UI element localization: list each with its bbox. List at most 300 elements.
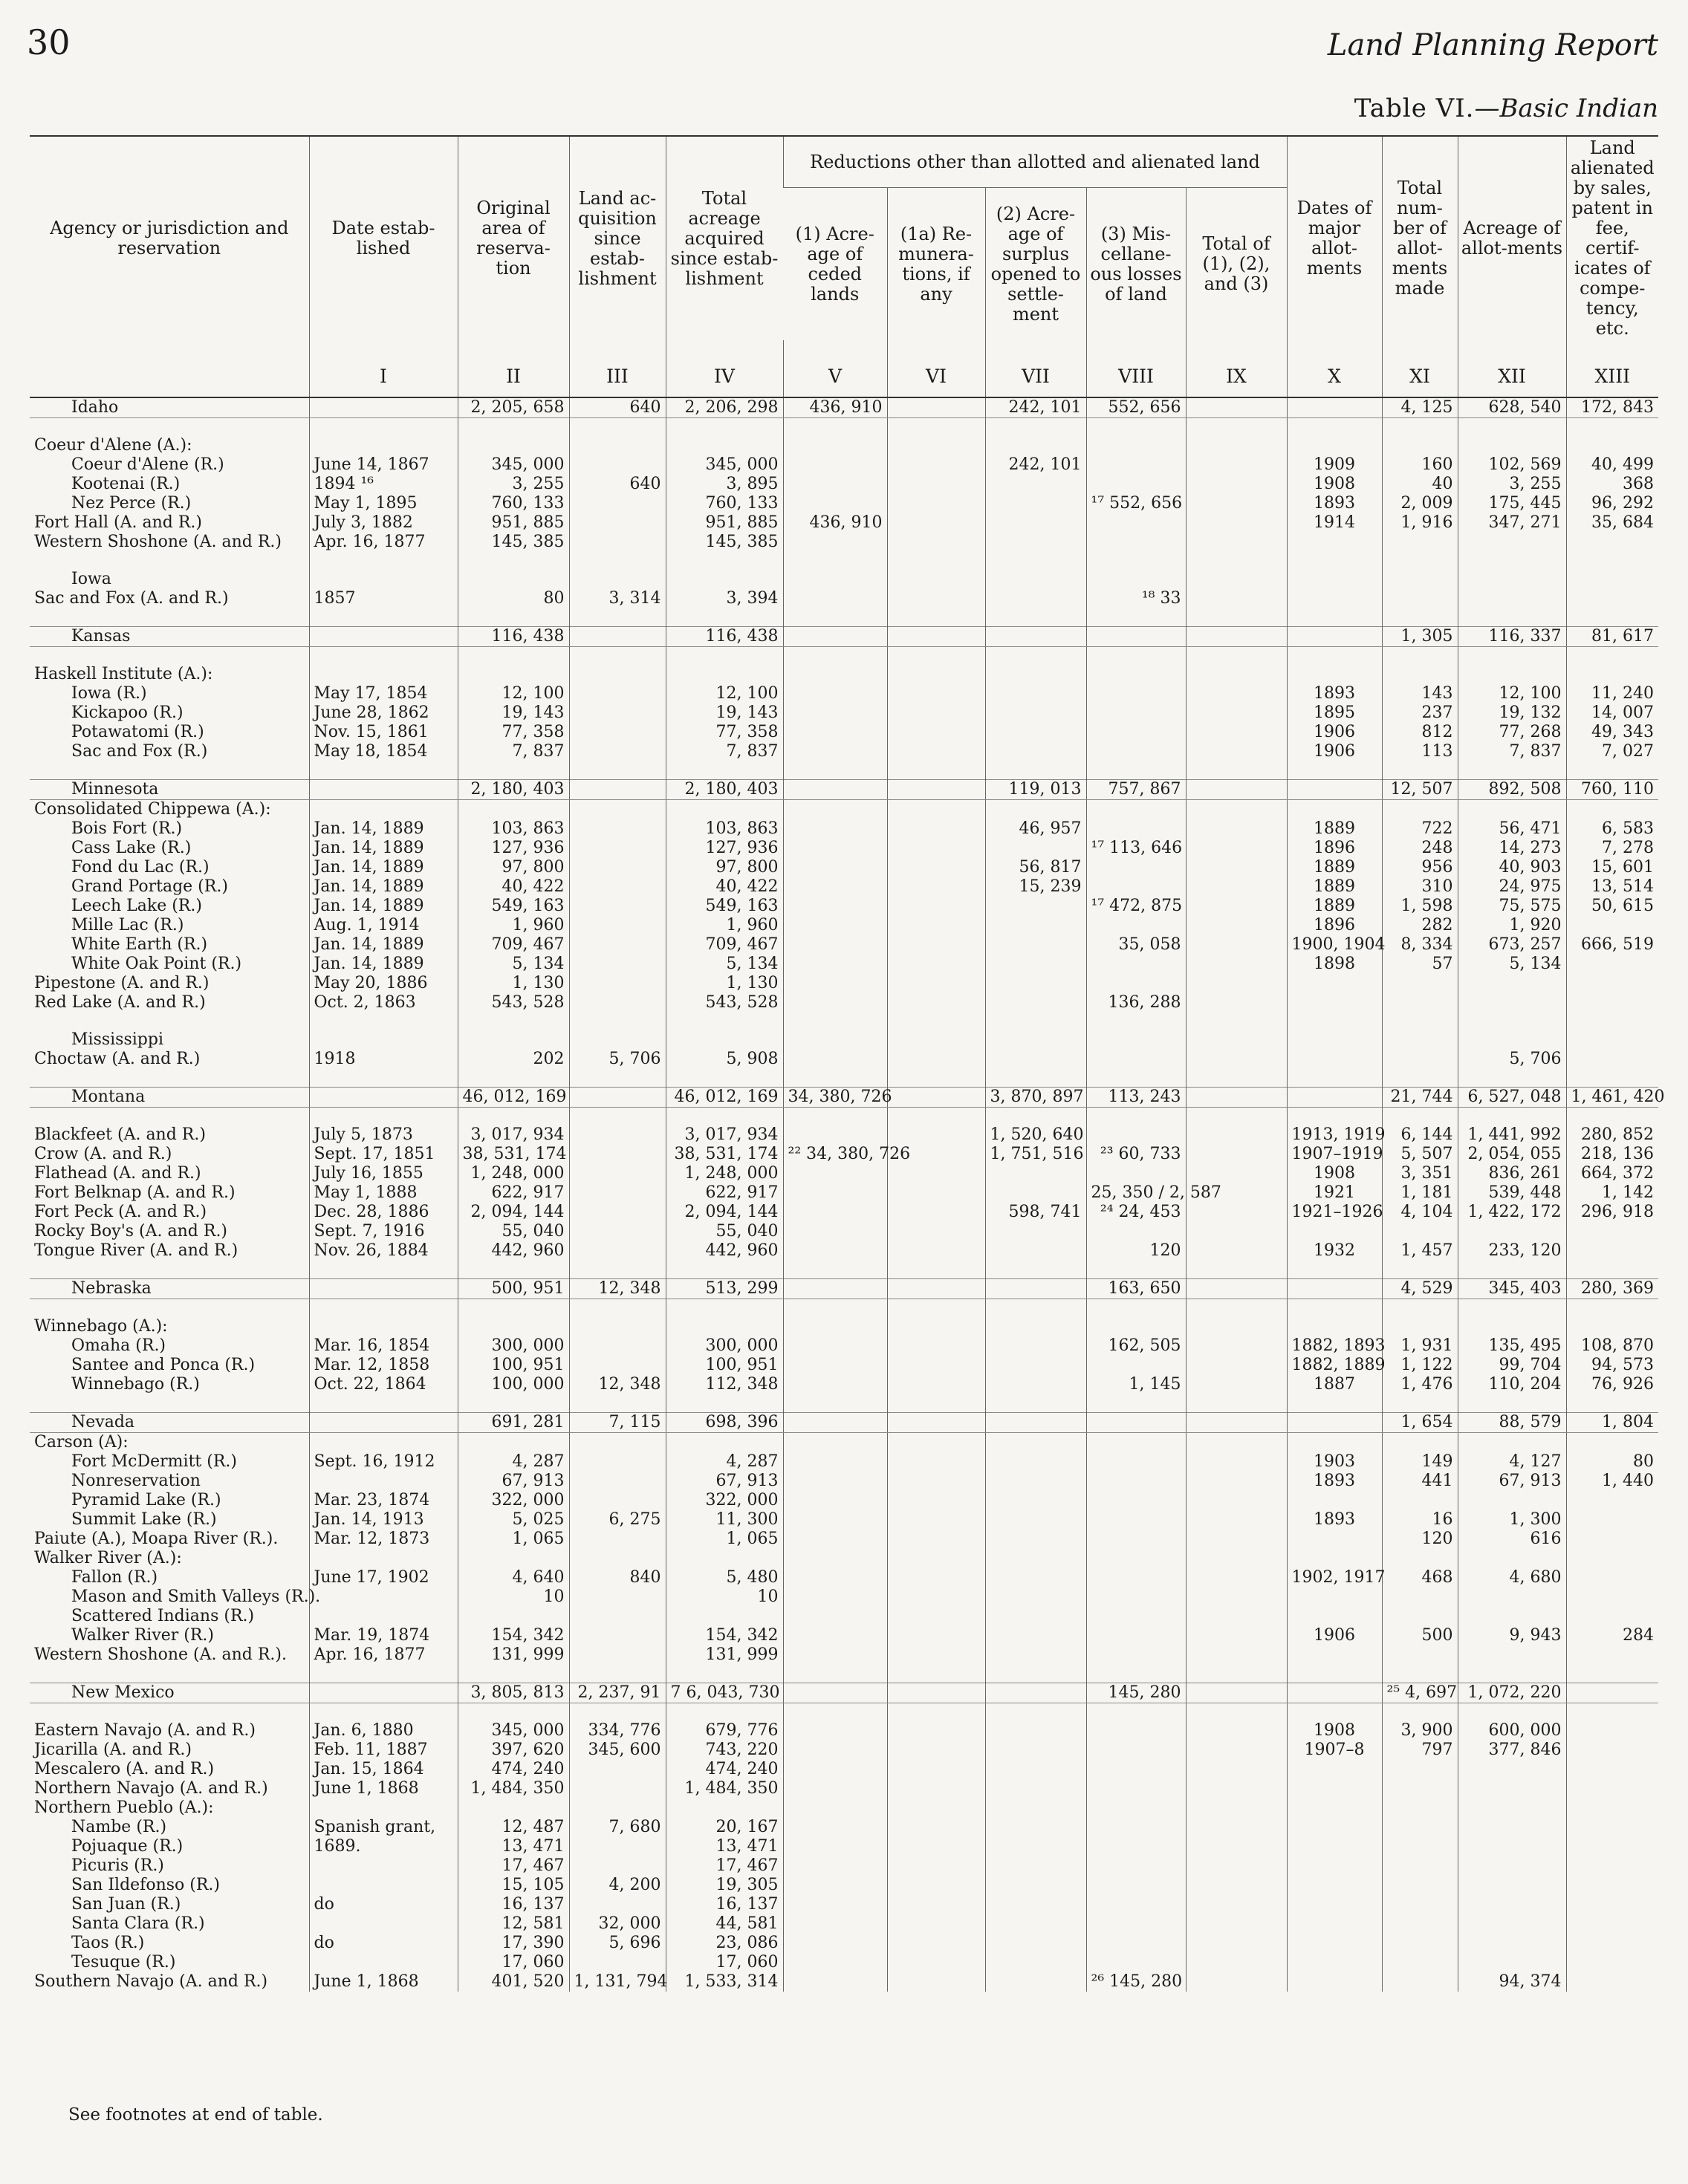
cell-col-8 bbox=[1086, 723, 1186, 742]
spacer-cell bbox=[1287, 1665, 1382, 1683]
cell-col-4 bbox=[666, 436, 783, 455]
cell-col-5 bbox=[783, 800, 887, 820]
cell-col-8: 120 bbox=[1086, 1241, 1186, 1261]
cell-col-9 bbox=[1186, 974, 1287, 993]
cell-col-12: 4, 127 bbox=[1458, 1452, 1566, 1472]
cell-col-13: 280, 852 bbox=[1566, 1125, 1658, 1145]
cell-col-5 bbox=[783, 684, 887, 703]
cell-col-6 bbox=[887, 1895, 985, 1914]
cell-col-5 bbox=[783, 436, 887, 455]
cell-col-9 bbox=[1186, 897, 1287, 916]
cell-col-8: 145, 280 bbox=[1086, 1683, 1186, 1703]
cell-col-12 bbox=[1458, 1856, 1566, 1876]
agency-name: Tesuque (R.) bbox=[71, 1953, 176, 1972]
cell-col-7 bbox=[985, 1530, 1086, 1549]
cell-col-6 bbox=[887, 1837, 985, 1856]
spacer-cell bbox=[30, 761, 309, 780]
spacer-cell bbox=[1382, 1703, 1458, 1722]
cell-col-2: 345, 000 bbox=[458, 455, 569, 475]
cell-col-7 bbox=[985, 1510, 1086, 1530]
cell-col-6 bbox=[887, 780, 985, 800]
cell-col-2: 5, 134 bbox=[458, 955, 569, 974]
cell-col-5 bbox=[783, 475, 887, 494]
cell-col-13 bbox=[1566, 1491, 1658, 1510]
cell-col-12 bbox=[1458, 993, 1566, 1013]
spacer-cell bbox=[666, 1261, 783, 1279]
cell-col-11 bbox=[1382, 1030, 1458, 1050]
cell-col-8 bbox=[1086, 1530, 1186, 1549]
cell-col-1: 1857 bbox=[309, 589, 458, 608]
cell-col-7 bbox=[985, 1164, 1086, 1183]
cell-col-10 bbox=[1287, 974, 1382, 993]
cell-col-13: 760, 110 bbox=[1566, 780, 1658, 800]
cell-col-12 bbox=[1458, 1895, 1566, 1914]
cell-col-12: 135, 495 bbox=[1458, 1336, 1566, 1356]
state-row bbox=[30, 397, 1658, 418]
cell-col-3: 7, 115 bbox=[569, 1413, 666, 1433]
cell-col-7: 598, 741 bbox=[985, 1203, 1086, 1222]
cell-col-2 bbox=[458, 1317, 569, 1336]
cell-col-1: Oct. 2, 1863 bbox=[309, 993, 458, 1013]
spacer-cell bbox=[1382, 761, 1458, 780]
spacer-cell bbox=[309, 761, 458, 780]
cell-col-11: 248 bbox=[1382, 839, 1458, 858]
cell-col-13 bbox=[1566, 1607, 1658, 1626]
cell-col-8 bbox=[1086, 1030, 1186, 1050]
cell-col-4: 709, 467 bbox=[666, 935, 783, 955]
cell-col-5 bbox=[783, 570, 887, 589]
cell-col-10: 1889 bbox=[1287, 819, 1382, 839]
cell-col-4: 4, 287 bbox=[666, 1452, 783, 1472]
cell-col-12: 1, 300 bbox=[1458, 1510, 1566, 1530]
cell-col-13: 14, 007 bbox=[1566, 703, 1658, 723]
cell-col-7 bbox=[985, 533, 1086, 552]
cell-col-2: 12, 487 bbox=[458, 1818, 569, 1837]
table-row bbox=[30, 1241, 1658, 1261]
cell-col-2: 100, 000 bbox=[458, 1375, 569, 1394]
cell-col-2: 127, 936 bbox=[458, 839, 569, 858]
cell-col-13: 13, 514 bbox=[1566, 877, 1658, 897]
cell-col-4: 103, 863 bbox=[666, 819, 783, 839]
cell-col-2: 103, 863 bbox=[458, 819, 569, 839]
cell-col-6 bbox=[887, 1645, 985, 1665]
spacer-cell bbox=[666, 761, 783, 780]
cell-col-10 bbox=[1287, 436, 1382, 455]
cell-col-1 bbox=[309, 1088, 458, 1108]
cell-col-12 bbox=[1458, 1317, 1566, 1336]
cell-col-13 bbox=[1566, 1856, 1658, 1876]
cell-col-3: 12, 348 bbox=[569, 1375, 666, 1394]
cell-col-4: 16, 137 bbox=[666, 1895, 783, 1914]
cell-col-3 bbox=[569, 1491, 666, 1510]
cell-col-8: ¹⁷ 552, 656 bbox=[1086, 494, 1186, 513]
cell-col-12: 12, 100 bbox=[1458, 684, 1566, 703]
cell-col-10 bbox=[1287, 1953, 1382, 1972]
cell-col-13 bbox=[1566, 1953, 1658, 1972]
agency-name: Coeur d'Alene (R.) bbox=[71, 455, 224, 474]
cell-col-6 bbox=[887, 1856, 985, 1876]
cell-col-7 bbox=[985, 1568, 1086, 1587]
cell-col-11: 57 bbox=[1382, 955, 1458, 974]
cell-col-1: June 17, 1902 bbox=[309, 1568, 458, 1587]
agency-name: Jicarilla (A. and R.) bbox=[34, 1741, 192, 1759]
cell-col-10: 1889 bbox=[1287, 877, 1382, 897]
cell-col-6 bbox=[887, 877, 985, 897]
cell-col-8 bbox=[1086, 1222, 1186, 1241]
cell-col-3 bbox=[569, 1336, 666, 1356]
cell-col-4: 760, 133 bbox=[666, 494, 783, 513]
cell-col-12: 347, 271 bbox=[1458, 513, 1566, 533]
cell-col-11: ²⁵ 4, 697 bbox=[1382, 1683, 1458, 1703]
table-row bbox=[30, 1472, 1658, 1491]
spacer-cell bbox=[1566, 1394, 1658, 1413]
cell-col-2 bbox=[458, 800, 569, 820]
spacer-cell bbox=[985, 1013, 1086, 1030]
cell-col-9 bbox=[1186, 494, 1287, 513]
footnote: See footnotes at end of table. bbox=[68, 2105, 323, 2125]
cell-col-9 bbox=[1186, 1568, 1287, 1587]
table-row bbox=[30, 1721, 1658, 1741]
cell-col-5 bbox=[783, 665, 887, 684]
cell-col-3: 32, 000 bbox=[569, 1914, 666, 1934]
cell-col-5 bbox=[783, 1510, 887, 1530]
cell-col-8 bbox=[1086, 1125, 1186, 1145]
cell-col-13 bbox=[1566, 1549, 1658, 1568]
spacer-cell bbox=[569, 418, 666, 437]
cell-col-12: 56, 471 bbox=[1458, 819, 1566, 839]
cell-col-7 bbox=[985, 1030, 1086, 1050]
table-row bbox=[30, 1145, 1658, 1164]
agency-name: Fort Peck (A. and R.) bbox=[34, 1203, 207, 1221]
cell-col-6 bbox=[887, 684, 985, 703]
agency-name: Picuris (R.) bbox=[71, 1856, 164, 1875]
cell-col-6 bbox=[887, 1183, 985, 1203]
cell-col-1: Jan. 14, 1889 bbox=[309, 935, 458, 955]
cell-col-2: 709, 467 bbox=[458, 935, 569, 955]
cell-col-1 bbox=[309, 780, 458, 800]
cell-col-2: 322, 000 bbox=[458, 1491, 569, 1510]
spacer-cell bbox=[1382, 1394, 1458, 1413]
cell-col-4 bbox=[666, 800, 783, 820]
cell-col-7: 242, 101 bbox=[985, 397, 1086, 418]
cell-col-1: Nov. 15, 1861 bbox=[309, 723, 458, 742]
cell-col-8 bbox=[1086, 1452, 1186, 1472]
cell-col-12 bbox=[1458, 1587, 1566, 1607]
spacer-cell bbox=[458, 1703, 569, 1722]
cell-col-6 bbox=[887, 1472, 985, 1491]
cell-col-13 bbox=[1566, 1433, 1658, 1453]
cell-col-13 bbox=[1566, 1587, 1658, 1607]
cell-col-13: 80 bbox=[1566, 1452, 1658, 1472]
spacer-cell bbox=[1382, 1261, 1458, 1279]
table-row bbox=[30, 916, 1658, 935]
cell-col-8 bbox=[1086, 1413, 1186, 1433]
cell-col-4 bbox=[666, 1798, 783, 1818]
cell-col-6 bbox=[887, 935, 985, 955]
table-row bbox=[30, 589, 1658, 608]
cell-col-8 bbox=[1086, 800, 1186, 820]
cell-col-8 bbox=[1086, 1953, 1186, 1972]
cell-col-4: 11, 300 bbox=[666, 1510, 783, 1530]
cell-col-8 bbox=[1086, 1607, 1186, 1626]
cell-col-12: 377, 846 bbox=[1458, 1741, 1566, 1760]
cell-col-5 bbox=[783, 1279, 887, 1299]
cell-col-5 bbox=[783, 1972, 887, 1992]
cell-col-11: 722 bbox=[1382, 819, 1458, 839]
cell-col-11 bbox=[1382, 533, 1458, 552]
cell-col-3 bbox=[569, 1779, 666, 1798]
cell-col-7: 3, 870, 897 bbox=[985, 1088, 1086, 1108]
cell-col-5 bbox=[783, 1914, 887, 1934]
cell-col-8 bbox=[1086, 1760, 1186, 1779]
cell-col-3 bbox=[569, 819, 666, 839]
cell-col-11: 468 bbox=[1382, 1568, 1458, 1587]
spacer-row bbox=[30, 1069, 1658, 1088]
spacer-row bbox=[30, 1703, 1658, 1722]
cell-col-2: 19, 143 bbox=[458, 703, 569, 723]
cell-col-10 bbox=[1287, 1587, 1382, 1607]
spacer-cell bbox=[569, 647, 666, 666]
cell-col-4: 154, 342 bbox=[666, 1626, 783, 1645]
agency-name: Fort McDermitt (R.) bbox=[71, 1452, 237, 1471]
spacer-cell bbox=[30, 1703, 309, 1722]
table-row bbox=[30, 742, 1658, 761]
spacer-cell bbox=[666, 1013, 783, 1030]
cell-col-11: 3, 351 bbox=[1382, 1164, 1458, 1183]
cell-col-5 bbox=[783, 1683, 887, 1703]
cell-col-10: 1907–8 bbox=[1287, 1741, 1382, 1760]
cell-col-10 bbox=[1287, 589, 1382, 608]
cell-col-3 bbox=[569, 665, 666, 684]
cell-col-8 bbox=[1086, 1798, 1186, 1818]
cell-col-1: May 17, 1854 bbox=[309, 684, 458, 703]
cell-col-13 bbox=[1566, 1798, 1658, 1818]
cell-col-7 bbox=[985, 1452, 1086, 1472]
cell-col-1: Jan. 14, 1889 bbox=[309, 897, 458, 916]
cell-col-7 bbox=[985, 1741, 1086, 1760]
cell-col-12: 7, 837 bbox=[1458, 742, 1566, 761]
cell-col-6 bbox=[887, 570, 985, 589]
cell-col-8: ¹⁸ 33 bbox=[1086, 589, 1186, 608]
cell-col-9 bbox=[1186, 475, 1287, 494]
cell-col-3: 640 bbox=[569, 397, 666, 418]
agency-name: Rocky Boy's (A. and R.) bbox=[34, 1222, 228, 1241]
cell-col-8 bbox=[1086, 1587, 1186, 1607]
cell-col-7: 242, 101 bbox=[985, 455, 1086, 475]
cell-col-13 bbox=[1566, 1222, 1658, 1241]
cell-col-7 bbox=[985, 589, 1086, 608]
agency-name: Iowa bbox=[71, 570, 111, 588]
cell-col-6 bbox=[887, 1433, 985, 1453]
cell-col-5 bbox=[783, 742, 887, 761]
agency-name: Fallon (R.) bbox=[71, 1568, 158, 1587]
cell-col-8 bbox=[1086, 1356, 1186, 1375]
table-row bbox=[30, 1491, 1658, 1510]
cell-col-10: 1882, 1893 bbox=[1287, 1336, 1382, 1356]
cell-col-8 bbox=[1086, 955, 1186, 974]
cell-col-3: 5, 696 bbox=[569, 1934, 666, 1953]
cell-col-9 bbox=[1186, 858, 1287, 877]
cell-col-7 bbox=[985, 1587, 1086, 1607]
cell-col-8 bbox=[1086, 1818, 1186, 1837]
cell-col-11: 120 bbox=[1382, 1530, 1458, 1549]
cell-col-11: 1, 916 bbox=[1382, 513, 1458, 533]
cell-col-5 bbox=[783, 703, 887, 723]
cell-col-13: 35, 684 bbox=[1566, 513, 1658, 533]
cell-col-13: 50, 615 bbox=[1566, 897, 1658, 916]
cell-col-5 bbox=[783, 1336, 887, 1356]
state-row bbox=[30, 1413, 1658, 1433]
cell-col-7 bbox=[985, 955, 1086, 974]
cell-col-12 bbox=[1458, 1876, 1566, 1895]
cell-col-3: 5, 706 bbox=[569, 1050, 666, 1069]
cell-col-5 bbox=[783, 627, 887, 647]
cell-col-7 bbox=[985, 1798, 1086, 1818]
agency-name: Grand Portage (R.) bbox=[71, 877, 228, 896]
header-surplus: (2) Acre-age of surplus opened to settle-ment bbox=[985, 188, 1086, 340]
cell-col-7 bbox=[985, 475, 1086, 494]
spacer-cell bbox=[30, 608, 309, 627]
cell-col-11: 143 bbox=[1382, 684, 1458, 703]
spacer-cell bbox=[887, 1069, 985, 1088]
cell-col-7 bbox=[985, 1356, 1086, 1375]
cell-col-3 bbox=[569, 1607, 666, 1626]
cell-col-1: Mar. 12, 1858 bbox=[309, 1356, 458, 1375]
agency-name: Walker River (A.): bbox=[34, 1549, 182, 1567]
cell-col-11 bbox=[1382, 993, 1458, 1013]
cell-col-2: 131, 999 bbox=[458, 1645, 569, 1665]
spacer-cell bbox=[458, 1665, 569, 1683]
cell-col-4: 112, 348 bbox=[666, 1375, 783, 1394]
table-row bbox=[30, 723, 1658, 742]
spacer-cell bbox=[1086, 761, 1186, 780]
cell-col-13: 666, 519 bbox=[1566, 935, 1658, 955]
cell-col-3 bbox=[569, 533, 666, 552]
basic-indian-table bbox=[30, 137, 1665, 1992]
cell-col-7 bbox=[985, 1336, 1086, 1356]
cell-col-13 bbox=[1566, 1317, 1658, 1336]
header-total-123: Total of (1), (2), and (3) bbox=[1186, 188, 1287, 340]
cell-col-1 bbox=[309, 627, 458, 647]
cell-col-4: 55, 040 bbox=[666, 1222, 783, 1241]
spacer-cell bbox=[30, 1394, 309, 1413]
cell-col-12 bbox=[1458, 436, 1566, 455]
cell-col-13: 664, 372 bbox=[1566, 1164, 1658, 1183]
spacer-cell bbox=[1566, 1665, 1658, 1683]
cell-col-12 bbox=[1458, 1934, 1566, 1953]
cell-col-5 bbox=[783, 455, 887, 475]
cell-col-6 bbox=[887, 1203, 985, 1222]
cell-col-4: 345, 000 bbox=[666, 455, 783, 475]
cell-col-12: 9, 943 bbox=[1458, 1626, 1566, 1645]
spacer-cell bbox=[30, 1108, 309, 1126]
cell-col-4: 1, 248, 000 bbox=[666, 1164, 783, 1183]
table-row bbox=[30, 1317, 1658, 1336]
cell-col-2 bbox=[458, 436, 569, 455]
cell-col-4: 131, 999 bbox=[666, 1645, 783, 1665]
cell-col-3 bbox=[569, 1645, 666, 1665]
cell-col-11 bbox=[1382, 1818, 1458, 1837]
spacer-cell bbox=[569, 761, 666, 780]
spacer-cell bbox=[666, 1299, 783, 1318]
cell-col-9 bbox=[1186, 1856, 1287, 1876]
cell-col-4: 1, 130 bbox=[666, 974, 783, 993]
cell-col-11: 160 bbox=[1382, 455, 1458, 475]
agency-name: Fort Hall (A. and R.) bbox=[34, 513, 202, 532]
cell-col-13: 49, 343 bbox=[1566, 723, 1658, 742]
cell-col-12: 836, 261 bbox=[1458, 1164, 1566, 1183]
cell-col-7 bbox=[985, 1953, 1086, 1972]
cell-col-1 bbox=[309, 1549, 458, 1568]
cell-col-5: 34, 380, 726 bbox=[783, 1088, 887, 1108]
cell-col-3 bbox=[569, 1030, 666, 1050]
spacer-cell bbox=[1086, 1665, 1186, 1683]
cell-col-8 bbox=[1086, 1549, 1186, 1568]
cell-col-1 bbox=[309, 1413, 458, 1433]
agency-name: New Mexico bbox=[30, 1683, 309, 1703]
cell-col-2 bbox=[458, 570, 569, 589]
cell-col-5 bbox=[783, 1607, 887, 1626]
cell-col-4: 17, 467 bbox=[666, 1856, 783, 1876]
cell-col-1: Jan. 14, 1889 bbox=[309, 819, 458, 839]
spacer-cell bbox=[309, 1108, 458, 1126]
cell-col-11: 16 bbox=[1382, 1510, 1458, 1530]
header-roman: XII bbox=[1458, 340, 1566, 397]
cell-col-10: 1906 bbox=[1287, 1626, 1382, 1645]
cell-col-4: 951, 885 bbox=[666, 513, 783, 533]
cell-col-12 bbox=[1458, 800, 1566, 820]
cell-col-5 bbox=[783, 974, 887, 993]
header-roman: III bbox=[569, 340, 666, 397]
spacer-cell bbox=[1186, 608, 1287, 627]
cell-col-2: 17, 467 bbox=[458, 1856, 569, 1876]
agency-name: Sac and Fox (A. and R.) bbox=[34, 589, 229, 608]
cell-col-9 bbox=[1186, 570, 1287, 589]
cell-col-10 bbox=[1287, 993, 1382, 1013]
table-title-caps: Table VI. bbox=[1354, 94, 1475, 123]
state-row bbox=[30, 1683, 1658, 1703]
cell-col-2: 397, 620 bbox=[458, 1741, 569, 1760]
cell-col-13 bbox=[1566, 1972, 1658, 1992]
cell-col-3 bbox=[569, 1433, 666, 1453]
cell-col-6 bbox=[887, 436, 985, 455]
cell-col-8 bbox=[1086, 533, 1186, 552]
spacer-cell bbox=[1086, 608, 1186, 627]
cell-col-9 bbox=[1186, 684, 1287, 703]
spacer-cell bbox=[1086, 1394, 1186, 1413]
cell-col-5 bbox=[783, 1050, 887, 1069]
cell-col-10: 1908 bbox=[1287, 475, 1382, 494]
cell-col-5 bbox=[783, 877, 887, 897]
cell-col-5 bbox=[783, 1183, 887, 1203]
spacer-row bbox=[30, 761, 1658, 780]
cell-col-10: 1932 bbox=[1287, 1241, 1382, 1261]
spacer-cell bbox=[569, 1299, 666, 1318]
cell-col-10 bbox=[1287, 1779, 1382, 1798]
cell-col-6 bbox=[887, 1241, 985, 1261]
spacer-cell bbox=[1186, 418, 1287, 437]
spacer-cell bbox=[985, 1069, 1086, 1088]
cell-col-4: 20, 167 bbox=[666, 1818, 783, 1837]
table-row bbox=[30, 533, 1658, 552]
cell-col-3 bbox=[569, 684, 666, 703]
cell-col-2: 401, 520 bbox=[458, 1972, 569, 1992]
cell-col-7 bbox=[985, 1472, 1086, 1491]
spacer-cell bbox=[1382, 1013, 1458, 1030]
cell-col-2: 760, 133 bbox=[458, 494, 569, 513]
cell-col-2: 345, 000 bbox=[458, 1721, 569, 1741]
cell-col-8 bbox=[1086, 916, 1186, 935]
